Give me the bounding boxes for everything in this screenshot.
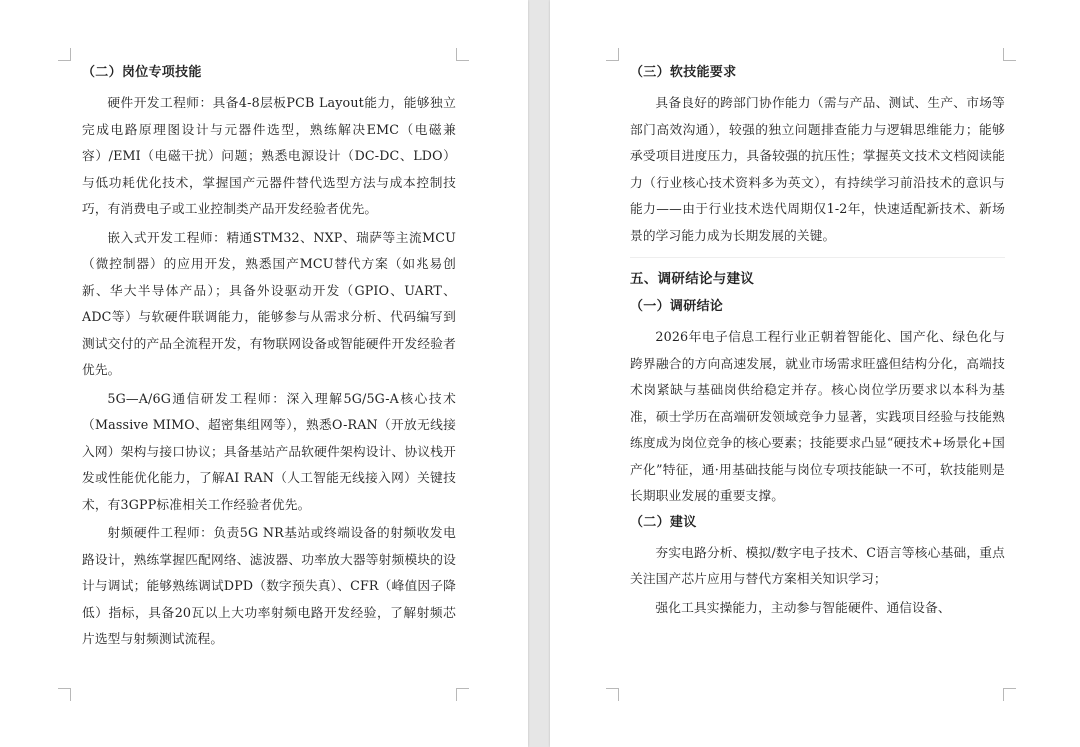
chapter-heading-conclusion: 五、调研结论与建议: [630, 271, 755, 287]
crop-mark-top-right: [456, 48, 469, 61]
crop-mark-top-left: [606, 48, 619, 61]
paragraph-suggestion-2: 强化工具实操能力，主动参与智能硬件、通信设备、: [655, 599, 951, 615]
section-divider: [630, 257, 1005, 258]
crop-mark-bottom-right: [1003, 688, 1016, 701]
paragraph-soft-skills: 具备良好的跨部门协作能力（需与产品、测试、生产、市场等部门高效沟通），较强的独立问题排查能力与逻辑思维能力；能够承受项目进度压力，具备较强的抗压性；掌握英文技术文档阅读能力（行业核心技术资料多为英文），有持续学习前沿技术的意识与能力——由于行业技术迭代周期仅1-2年，快速适配新技术、新场景的学习能力成为长期发展的关键。: [630, 95, 1005, 243]
crop-mark-bottom-left: [58, 688, 71, 701]
crop-mark-bottom-right: [456, 688, 469, 701]
section-heading-suggestions: （二）建议: [630, 514, 697, 530]
paragraph-embedded-engineer: 嵌入式开发工程师：精通STM32、NXP、瑞萨等主流MCU（微控制器）的应用开发，熟悉国产MCU替代方案（如兆易创新、华大半导体产品）；具备外设驱动开发（GPIO、UART、ADC等）与软硬件联调能力，能够参与从需求分析、代码编写到测试交付的产品全流程开发，有物联网设备或智能硬件开发经验者优先。: [82, 229, 456, 377]
crop-mark-top-left: [58, 48, 71, 61]
crop-mark-top-right: [1003, 48, 1016, 61]
paragraph-conclusion: 2026年电子信息工程行业正朝着智能化、国产化、绿色化与跨界融合的方向高速发展，就业市场需求旺盛但结构分化，高端技术岗紧缺与基础岗供给稳定并存。核心岗位学历要求以本科为基准，硕士学历在高端研发领域竞争力显著，实践项目经验与技能熟练度成为岗位竞争的核心要素；技能要求凸显“硬技术+场景化+国产化”特征，通·用基础技能与岗位专项技能缺一不可，软技能则是长期职业发展的重要支撑。: [630, 329, 1005, 503]
crop-mark-bottom-left: [606, 688, 619, 701]
document-page-right: [550, 0, 1080, 747]
paragraph-hardware-engineer: 硬件开发工程师：具备4-8层板PCB Layout能力，能够独立完成电路原理图设计与元器件选型，熟练解决EMC（电磁兼容）/EMI（电磁干扰）问题；熟悉电源设计（DC-DC、LDO）与低功耗优化技术，掌握国产元器件替代选型方法与成本控制技巧，有消费电子或工业控制类产品开发经验者优先。: [82, 95, 456, 216]
document-page-left: [0, 0, 528, 747]
section-heading-job-skills: （二）岗位专项技能: [82, 65, 202, 80]
paragraph-suggestion-1: 夯实电路分析、模拟/数字电子技术、C语言等核心基础，重点关注国产芯片应用与替代方案相关知识学习；: [630, 544, 1005, 586]
section-heading-conclusion: （一）调研结论: [630, 299, 724, 314]
section-heading-soft-skills: （三）软技能要求: [630, 65, 737, 80]
paragraph-5g-engineer: 5G—A/6G通信研发工程师：深入理解5G/5G-A核心技术（Massive MIMO、超密集组网等），熟悉O-RAN（开放无线接入网）架构与接口协议；具备基站产品软硬件架构设计、协议栈开发或性能优化能力，了解AI RAN（人工智能无线接入网）关键技术，有3GPP标准相关工作经验者优先。: [82, 390, 456, 512]
paragraph-rf-engineer: 射频硬件工程师：负责5G NR基站或终端设备的射频收发电路设计，熟练掌握匹配网络、滤波器、功率放大器等射频模块的设计与调试；能够熟练调试DPD（数字预失真）、CFR（峰值因子降低）指标，具备20瓦以上大功率射频电路开发经验，了解射频芯片选型与射频测试流程。: [82, 525, 456, 646]
left-page-body: [82, 62, 456, 655]
right-page-body: [630, 62, 1005, 623]
